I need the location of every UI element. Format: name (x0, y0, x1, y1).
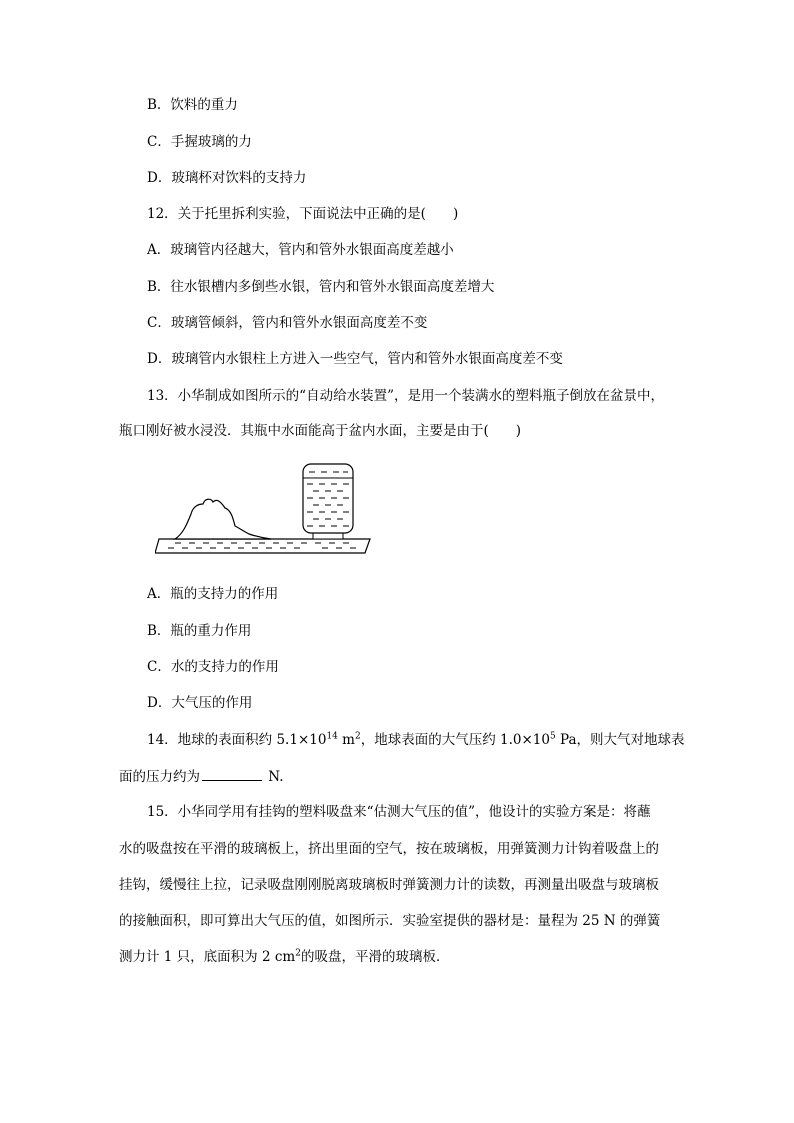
rock (175, 499, 271, 539)
q11-option-c: C．手握玻璃的力 (147, 134, 252, 150)
q14-stem-line1: 14．地球的表面积约 $5.1\times 10^{14}$ $m^2$，地球表面的大气压约 $1.0\times 10^5$ Pa，则大气对地球表 (147, 731, 685, 748)
q12-option-d: D．玻璃管内水银柱上方进入一些空气，管内和管外水银面高度差不变 (147, 351, 563, 367)
basin (155, 539, 370, 553)
q12-option-c: C．玻璃管倾斜，管内和管外水银面高度差不变 (147, 315, 428, 331)
q13-auto-water-device-figure (155, 462, 375, 557)
q15-line5: 测力计 1 只，底面积为 2 $cm^2$的吸盘，平滑的玻璃板． (119, 948, 450, 965)
q15-line3: 挂钩，缓慢往上拉，记录吸盘刚刚脱离玻璃板时弹簧测力计的读数，再测量出吸盘与玻璃板 (119, 877, 659, 893)
q12-option-a: A．玻璃管内径越大，管内和管外水银面高度差越小 (147, 242, 454, 258)
q15-line4: 的接触面积，即可算出大气压的值，如图所示．实验室提供的器材是：量程为 25 N 的弹簧 (119, 913, 661, 929)
q15-line1: 15．小华同学用有挂钩的塑料吸盘来“估测大气压的值”，他设计的实验方案是：将蘸 (147, 804, 651, 820)
q11-option-b: B．饮料的重力 (147, 97, 238, 113)
q13-option-d: D．大气压的作用 (147, 695, 253, 711)
q13-option-b: B．瓶的重力作用 (147, 623, 252, 639)
q11-option-d: D．玻璃杯对饮料的支持力 (147, 170, 307, 186)
q12-option-b: B．往水银槽内多倒些水银，管内和管外水银面高度差增大 (147, 279, 495, 295)
q13-option-a: A．瓶的支持力的作用 (147, 586, 279, 602)
q13-stem-line1: 13．小华制成如图所示的“自动给水装置”，是用一个装满水的塑料瓶子倒放在盆景中， (147, 388, 664, 404)
q12-stem: 12．关于托里拆利实验，下面说法中正确的是( ) (147, 206, 459, 222)
q14-stem-line2: 面的压力约为 N. (119, 769, 284, 785)
q13-option-c: C．水的支持力的作用 (147, 659, 279, 675)
answer-blank (202, 767, 262, 781)
bottle-stand (313, 533, 343, 539)
q13-stem-line2: 瓶口刚好被水浸没．其瓶中水面能高于盆内水面，主要是由于( ) (119, 423, 522, 439)
q15-line2: 水的吸盘按在平滑的玻璃板上，挤出里面的空气，按在玻璃板，用弹簧测力计钩着吸盘上的 (119, 841, 659, 857)
